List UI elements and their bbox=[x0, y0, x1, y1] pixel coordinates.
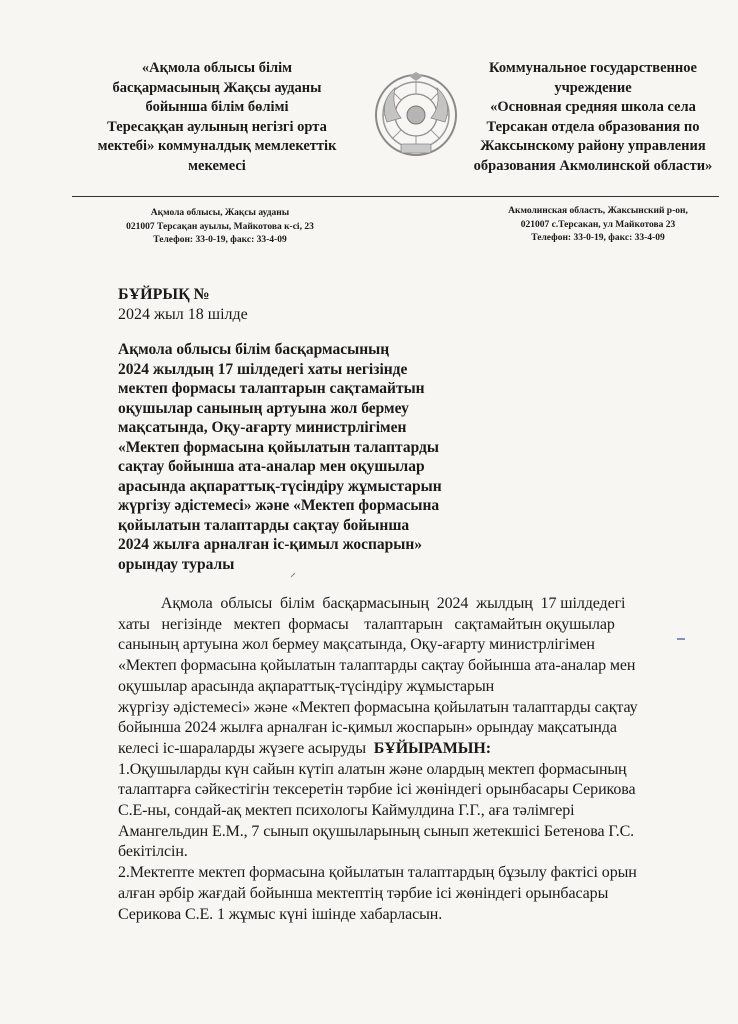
address-right-line: Акмолинская область, Жаксынский р-он, bbox=[508, 206, 688, 216]
subject-line: 2024 жылға арналған іс-қимыл жоспарын» bbox=[118, 536, 423, 553]
address-right-line: Телефон: 33-0-19, факс: 33-4-09 bbox=[531, 233, 665, 243]
scan-mark-icon bbox=[676, 636, 686, 642]
address-left-line: Ақмола облысы, Жақсы ауданы bbox=[150, 208, 290, 218]
order-body bbox=[118, 594, 718, 925]
header-left-line: мектебі» коммуналдық мемлекеттік bbox=[97, 138, 337, 154]
subject-line: оқушылар санының артуына жол бермеу bbox=[118, 399, 409, 417]
item2-line: алған әрбір жағдай бойынша мектептің тәрбие ісі жөніндегі орынбасары bbox=[118, 884, 609, 902]
address-left-line: Телефон: 33-0-19, факс: 33-4-09 bbox=[153, 235, 287, 245]
subject-line: қойылатын талаптарды сақтау бойынша bbox=[118, 516, 410, 534]
state-emblem-icon bbox=[373, 72, 459, 158]
body-line: жүргізу әдістемесі» және «Мектеп формасына қойылатын талаптарды сақтау bbox=[118, 698, 638, 716]
body-line: санының артуына жол бермеу мақсатында, Оқу-ағарту министрлігімен bbox=[118, 636, 595, 654]
body-line: Ақмола облысы білім басқармасының 2024 жылдың 17 шілдедегі bbox=[118, 595, 626, 612]
header-right-line: образования Акмолинской области» bbox=[473, 157, 713, 174]
body-line: келесі іс-шараларды жүзеге асыруды bbox=[118, 739, 366, 757]
header-right-line: учреждение bbox=[554, 79, 632, 96]
item1-line: 1.Оқушыларды күн сайын күтіп алатын және олардың мектеп формасының bbox=[118, 760, 627, 778]
header-left-line: бойынша білім бөлімі bbox=[145, 99, 289, 115]
header-right-line: Терсакан отдела образования по bbox=[486, 118, 700, 135]
item1-line: талаптарға сәйкестігін тексеретін тәрбие ісі жөніндегі орынбасары Серикова bbox=[118, 781, 636, 799]
order-date: 2024 жыл 18 шілде bbox=[118, 306, 248, 323]
header-org-name-kazakh bbox=[72, 59, 362, 176]
header-left-line: Тересаққан аулының негізгі орта bbox=[107, 118, 327, 135]
subject-line: мектеп формасы талаптарын сақтамайтын bbox=[118, 380, 425, 397]
body-line: «Мектеп формасына қойылатын талаптарды сақтау бойынша ата-аналар мен bbox=[118, 657, 636, 675]
subject-line: жүргізу әдістемесі» және «Мектеп формасына bbox=[118, 497, 440, 514]
subject-line: арасында ақпараттық-түсіндіру жұмыстарын bbox=[118, 477, 442, 495]
address-right-line: 021007 с.Терсакан, ул Майкотова 23 bbox=[520, 219, 676, 230]
header-divider bbox=[72, 196, 719, 197]
header-org-name-russian bbox=[468, 59, 718, 176]
order-subject bbox=[118, 340, 518, 574]
header-right-line: Коммунальное государственное bbox=[489, 60, 697, 76]
subject-line: «Мектеп формасына қойылатын талаптарды bbox=[118, 438, 439, 456]
header-left-line: «Ақмола облысы білім bbox=[141, 60, 293, 76]
subject-line: сақтау бойынша ата-аналар мен оқушылар bbox=[118, 458, 425, 475]
subject-line: Ақмола облысы білім басқармасының bbox=[118, 341, 390, 358]
address-kazakh bbox=[100, 207, 340, 248]
item1-line: бекітілсін. bbox=[118, 843, 188, 861]
scan-mark-icon bbox=[290, 572, 296, 578]
body-line-with-command bbox=[118, 739, 718, 760]
body-line: хаты негізінде мектеп формасы талаптарын сақтамайтын оқушылар bbox=[118, 615, 615, 633]
item2-line: 2.Мектепте мектеп формасына қойылатын талаптардың бұзылу фактісі орын bbox=[118, 864, 637, 882]
header-left-line: басқармасының Жақсы ауданы bbox=[112, 79, 322, 96]
body-line: оқушылар арасында ақпараттық-түсіндіру жұмыстарын bbox=[118, 677, 495, 695]
subject-line: мақсатында, Оқу-ағарту министрлігімен bbox=[118, 419, 407, 436]
subject-line: орындау туралы bbox=[118, 555, 235, 573]
body-line: бойынша 2024 жылға арналған іс-қимыл жоспарын» орындау мақсатында bbox=[118, 719, 617, 737]
address-left-line: 021007 Терсақан ауылы, Майкотова к-сі, 23 bbox=[126, 221, 314, 232]
address-russian bbox=[482, 205, 714, 246]
order-title: БҰЙРЫҚ № bbox=[118, 286, 210, 303]
header-right-line: Жаксынскому району управления bbox=[480, 138, 706, 154]
item1-line: Амангельдин Е.М., 7 сынып оқушыларының сынып жетекшісі Бетенова Г.С. bbox=[118, 822, 635, 840]
item2-line: Серикова С.Е. 1 жұмыс күні ішінде хабарласын. bbox=[118, 905, 443, 923]
command-word: БҰЙЫРАМЫН: bbox=[373, 739, 491, 757]
item1-line: С.Е-ны, сондай-ақ мектеп психологы Каймулдина Г.Г., аға тәлімгері bbox=[118, 802, 575, 820]
header-right-line: «Основная средняя школа села bbox=[490, 99, 696, 115]
subject-line: 2024 жылдың 17 шілдедегі хаты негізінде bbox=[118, 360, 408, 378]
header-left-line: мекемесі bbox=[188, 157, 246, 174]
